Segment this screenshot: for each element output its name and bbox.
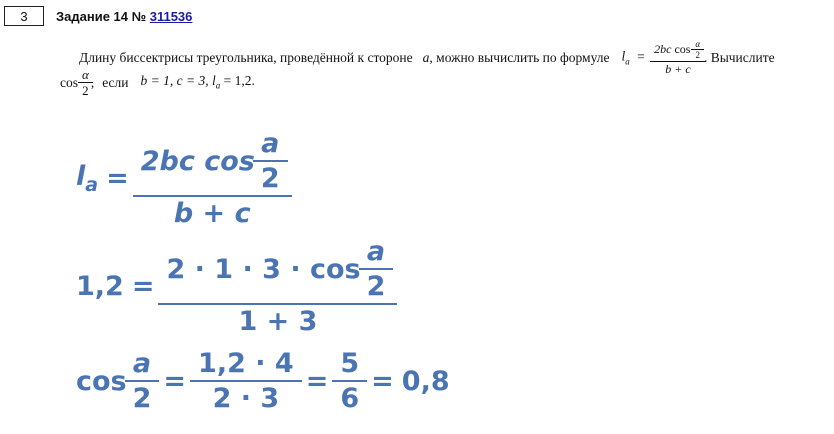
statement-text-1: Длину биссектрисы треугольника, проведённой к стороне [79,49,413,65]
task-header [4,5,192,27]
solution-1-fraction: 2bc cos $\frac{a}{2}$ b + c [137,128,288,229]
task-number-box: 3 [4,6,44,26]
solution-2-lhs: 1,2 [76,271,124,302]
task-title-label: Задание 14 № [56,8,147,24]
solution-line-2: 1,2 = 2 · 1 · 3 · cos $\frac{a}{2}$ 1 + 3 [76,236,393,337]
solution-3-fraction-2: $\frac{5}{6}$ [336,348,363,414]
solution-3-angle-fraction: $\frac{a}{2}$ [129,348,156,414]
solution-2-fraction: 2 · 1 · 3 · cos $\frac{a}{2}$ 1 + 3 [162,236,393,337]
solution-1-lhs: $l_a$ [76,161,99,196]
statement-formula-fraction: 2bc cos $\frac{\alpha}{2}$ b + c [652,40,704,75]
solution-line-3: cos $\frac{a}{2}$ = $\frac{1,2 \cdot 4}{2 \cdot 3}$ = $\frac{5}{6}$ = 0,8 [76,348,450,414]
statement-if: если [102,74,129,90]
statement-text-3: . Вычислите [703,49,775,65]
statement-formula: $l_a$ = 2bc cos $\frac{\alpha}{2}$ b + c [621,40,703,75]
solution-3-fraction-1: $\frac{1,2 \cdot 4}{2 \cdot 3}$ [194,348,298,414]
statement-cos: cos [60,74,78,90]
task-id-link[interactable]: 311536 [149,8,193,24]
task-title [56,9,192,24]
statement-given: b = 1, c = 3, $l_a = 1,2$. [140,73,255,91]
statement-line-2: cos $\frac{\alpha}{2}$ , если b = 1, c = 3, $l_a = 1,2$. [60,67,255,98]
statement-text-2: , можно вычислить по формуле [429,49,610,65]
solution-line-1: $l_a$ = 2bc cos $\frac{a}{2}$ b + c [76,128,288,229]
statement-var-a: a [422,49,430,65]
statement-alpha-fraction: $\frac{\alpha}{2}$ [80,68,91,97]
solution-result: 0,8 [401,365,450,397]
